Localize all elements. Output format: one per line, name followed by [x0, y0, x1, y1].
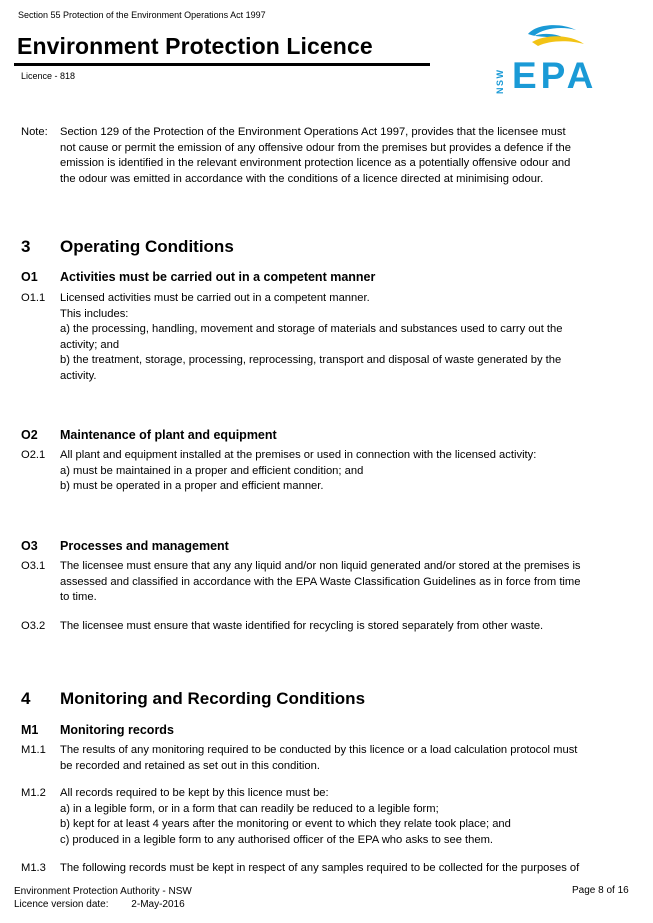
condition-line: Licensed activities must be carried out in a competent manner.	[60, 292, 370, 304]
condition-line: c) produced in a legible form to any authorised officer of the EPA who asks to see them.	[60, 833, 494, 846]
title-rule	[14, 63, 430, 66]
o3-number: O3	[21, 539, 38, 553]
footer-page-number: Page 8 of 16	[572, 885, 629, 896]
condition-line: This includes:	[60, 307, 129, 320]
note-line: emission is identified in the relevant environment protection licence as a potentially offensive odour and	[60, 157, 571, 169]
o1-1-number: O1.1	[21, 292, 46, 304]
condition-line: activity; and	[60, 338, 120, 351]
condition-line: assessed and classified in accordance with the EPA Waste Classification Guidelines as in force from time	[60, 575, 581, 588]
footer-left	[14, 885, 192, 911]
condition-line: a) must be maintained in a proper and efficient condition; and	[60, 464, 364, 477]
footer-version	[14, 898, 192, 911]
condition-line: The licensee must ensure that any any liquid and/or non liquid generated and/or stored at the premises is	[60, 560, 581, 572]
condition-line: b) must be operated in a proper and efficient manner.	[60, 480, 324, 492]
condition-line: a) in a legible form, or in a form that can readily be reduced to a legible form;	[60, 802, 439, 815]
section-3-title: Operating Conditions	[60, 237, 234, 256]
condition-line: The following records must be kept in respect of any samples required to be collected for the purposes of	[60, 862, 580, 874]
condition-line: All records required to be kept by this licence must be:	[60, 787, 329, 799]
condition-line: to time.	[60, 591, 97, 603]
o1-number: O1	[21, 270, 38, 284]
section-4-title: Monitoring and Recording Conditions	[60, 689, 366, 708]
condition-line: The licensee must ensure that waste identified for recycling is stored separately from other waste.	[60, 620, 544, 632]
condition-line: activity.	[60, 369, 97, 382]
m1-1-text	[60, 743, 620, 774]
m1-2-text	[60, 786, 620, 848]
m1-number: M1	[21, 723, 39, 737]
o3-title: Processes and management	[60, 539, 229, 553]
section-4-number: 4	[21, 689, 31, 708]
m1-3-number: M1.3	[21, 862, 46, 874]
footer-version-date: 2-May-2016	[131, 899, 185, 910]
o3-1-number: O3.1	[21, 560, 46, 572]
o2-title: Maintenance of plant and equipment	[60, 428, 277, 442]
section-3-number: 3	[21, 237, 31, 256]
condition-line: be recorded and retained as set out in this condition.	[60, 759, 320, 772]
condition-line: The results of any monitoring required to be conducted by this licence or a load calculation protocol must	[60, 744, 578, 756]
footer-authority: Environment Protection Authority - NSW	[14, 886, 192, 897]
condition-line: All plant and equipment installed at the premises or used in connection with the licensed activity:	[60, 449, 537, 461]
o3-2-text	[60, 619, 620, 635]
condition-line: b) the treatment, storage, processing, reprocessing, transport and disposal of waste generated by the	[60, 354, 562, 366]
o2-1-number: O2.1	[21, 449, 46, 461]
logo-swoosh-yellow	[532, 36, 584, 46]
footer-version-label: Licence version date:	[14, 899, 109, 910]
m1-title: Monitoring records	[60, 723, 174, 737]
note-line: Section 129 of the Protection of the Environment Operations Act 1997, provides that the licensee must	[60, 126, 566, 138]
page-title: Environment Protection Licence	[17, 33, 373, 59]
note-label: Note:	[21, 126, 48, 138]
licence-number: Licence - 818	[21, 71, 76, 81]
nsw-epa-logo	[488, 22, 613, 96]
o2-1-text	[60, 448, 620, 495]
note-line: the odour was emitted in accordance with the conditions of a licence directed at minimising odour.	[60, 172, 544, 185]
o1-1-text	[60, 291, 620, 384]
m1-1-number: M1.1	[21, 744, 46, 756]
act-reference: Section 55 Protection of the Environment Operations Act 1997	[18, 10, 266, 20]
o3-1-text	[60, 559, 620, 606]
condition-line: a) the processing, handling, movement and storage of materials and substances used to carry out the	[60, 323, 563, 335]
note-line: not cause or permit the emission of any offensive odour from the premises but provides a defence if the	[60, 141, 571, 154]
logo-epa-text: EPA	[512, 55, 598, 96]
m1-2-number: M1.2	[21, 787, 46, 799]
o2-number: O2	[21, 428, 38, 442]
condition-line: b) kept for at least 4 years after the monitoring or event to which they relate took place; and	[60, 818, 511, 830]
o3-2-number: O3.2	[21, 620, 46, 632]
m1-3-text	[60, 861, 620, 877]
o1-title: Activities must be carried out in a competent manner	[60, 270, 376, 284]
logo-nsw-text: NSW	[495, 68, 505, 94]
note-text	[60, 125, 620, 187]
